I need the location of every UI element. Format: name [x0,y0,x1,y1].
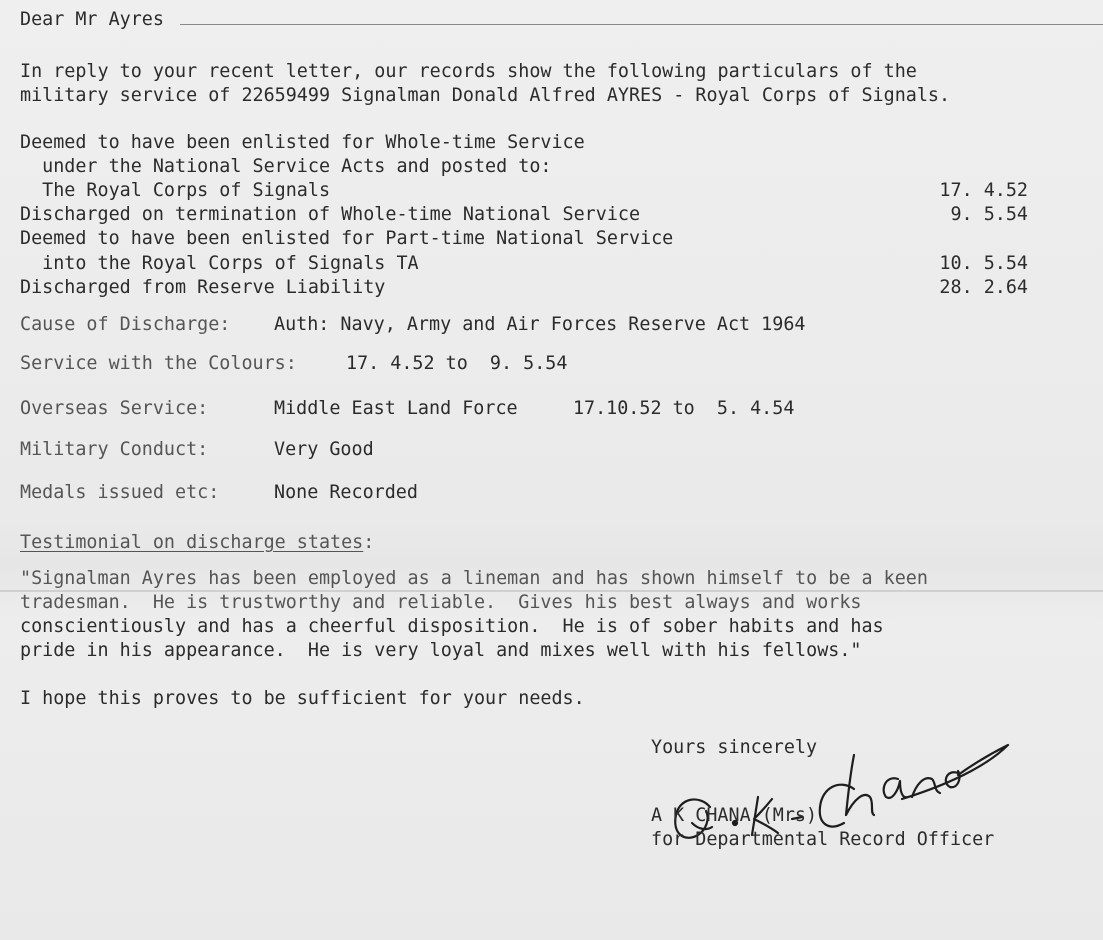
closing-line: I hope this proves to be sufficient for your needs. [20,688,585,709]
intro-line: military service of 22659499 Signalman Donald Alfred AYRES - Royal Corps of Signals. [20,85,951,106]
service-line: Deemed to have been enlisted for Part-time National Service [20,228,674,249]
service-line: Deemed to have been enlisted for Whole-time Service [20,132,585,153]
detail-value: Auth: Navy, Army and Air Forces Reserve Act 1964 [274,314,806,335]
service-line: Discharged on termination of Whole-time National Service [20,204,641,225]
service-date: 9. 5.54 [950,204,1028,225]
detail-value: 17. 4.52 to 9. 5.54 [346,353,568,374]
service-date: 17. 4.52 [939,180,1028,201]
service-line: The Royal Corps of Signals [20,180,331,201]
intro-line: In reply to your recent letter, our records show the following particulars of the [20,61,917,82]
detail-label: Service with the Colours: [20,353,297,374]
testimonial-line: conscientiously and has a cheerful disposition. He is of sober habits and has [20,616,884,637]
valediction: Yours sincerely [651,737,818,758]
signatory-name: A K CHANA (Mrs) [651,805,818,826]
salutation-rule [180,24,1103,25]
signatory-title: for Departmental Record Officer [651,829,995,850]
testimonial-line: pride in his appearance. He is very loyal and mixes well with his fellows." [20,640,862,661]
detail-label: Medals issued etc: [20,482,220,503]
detail-label: Military Conduct: [20,439,209,460]
detail-label: Cause of Discharge: [20,314,231,335]
testimonial-line: tradesman. He is trustworthy and reliable. Gives his best always and works [20,592,862,613]
detail-value: Middle East Land Force 17.10.52 to 5. 4.54 [274,398,795,419]
service-line: Discharged from Reserve Liability [20,277,386,298]
detail-label: Overseas Service: [20,398,209,419]
service-line: into the Royal Corps of Signals TA [20,253,419,274]
testimonial-line: "Signalman Ayres has been employed as a lineman and has shown himself to be a keen [20,568,928,589]
service-date: 10. 5.54 [939,253,1028,274]
salutation: Dear Mr Ayres [20,9,164,30]
service-date: 28. 2.64 [939,277,1028,298]
testimonial-heading: Testimonial on discharge states: [20,532,375,553]
detail-value: Very Good [274,439,374,460]
service-line: under the National Service Acts and posted to: [20,156,552,177]
detail-value: None Recorded [274,482,418,503]
